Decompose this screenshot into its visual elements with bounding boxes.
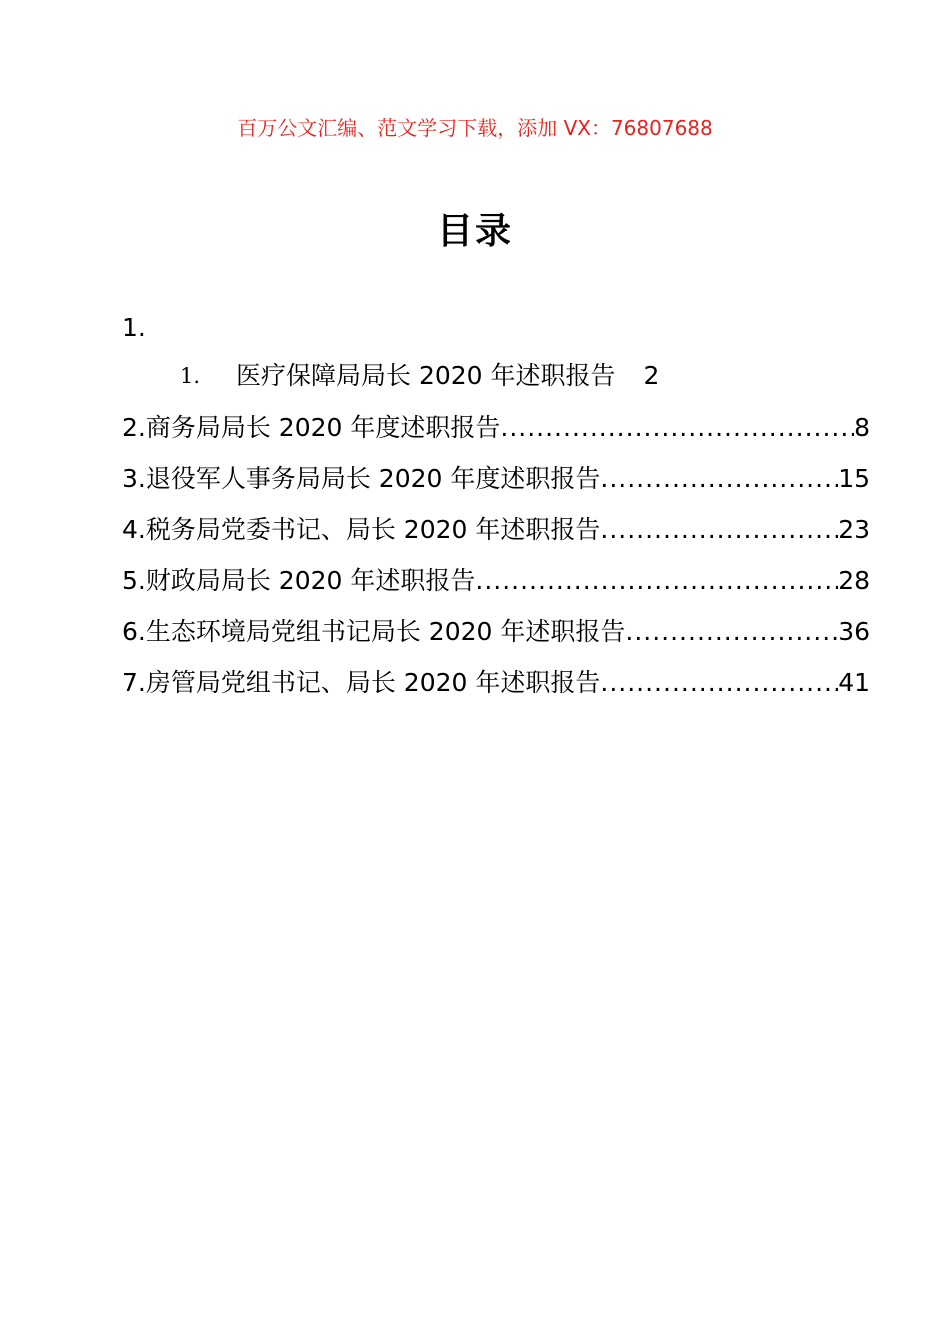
toc-entry-label: 2.商务局局长 2020 年度述职报告 [122, 413, 501, 442]
toc-entry-page: 41 [838, 668, 870, 697]
toc-entry-label: 6.生态环境局党组书记局长 2020 年述职报告 [122, 617, 626, 646]
toc-heading-number: 1. [122, 313, 146, 342]
toc-entry-page: 28 [838, 566, 870, 595]
toc-dot-leader [600, 504, 838, 555]
toc-entry[interactable] [122, 453, 870, 504]
toc-entry[interactable] [122, 402, 870, 453]
toc-dot-leader [500, 402, 854, 453]
toc-dot-leader [600, 657, 838, 708]
toc-dot-leader [475, 555, 838, 606]
toc-entry[interactable] [122, 606, 870, 657]
toc-sub-entry-page: 2 [643, 361, 660, 390]
toc-entry-label: 4.税务局党委书记、局长 2020 年述职报告 [122, 515, 601, 544]
toc-entry-label: 7.房管局党组书记、局长 2020 年述职报告 [122, 668, 601, 697]
toc-entry-page: 15 [838, 464, 870, 493]
toc-entry-page: 8 [854, 413, 870, 442]
toc-entry-label: 5.财政局局长 2020 年述职报告 [122, 566, 476, 595]
toc-sub-entry-number: 1. [180, 364, 201, 388]
toc-entry[interactable] [122, 555, 870, 606]
toc-entry-label: 3.退役军人事务局局长 2020 年度述职报告 [122, 464, 601, 493]
toc-entry-page: 23 [838, 515, 870, 544]
toc-sub-entry[interactable] [122, 350, 870, 402]
toc-entry-page: 36 [838, 617, 870, 646]
header-watermark-banner: 百万公文汇编、范文学习下载，添加 VX：76807688 [237, 116, 713, 140]
page-title: 目录 [436, 211, 513, 252]
toc-dot-leader [625, 606, 838, 657]
toc-dot-leader [600, 453, 838, 504]
toc-entry[interactable] [122, 504, 870, 555]
table-of-contents [122, 306, 870, 708]
toc-entry[interactable] [122, 657, 870, 708]
toc-sub-entry-label: 医疗保障局局长 2020 年述职报告 [236, 361, 616, 390]
